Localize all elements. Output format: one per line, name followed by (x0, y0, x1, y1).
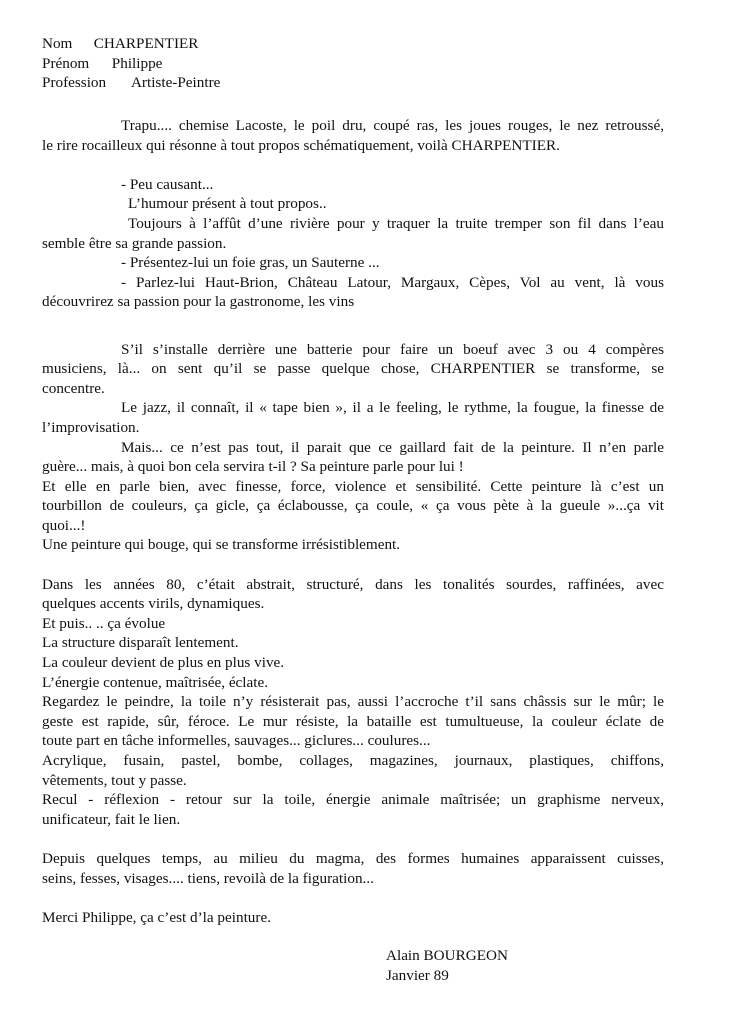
text-line: La structure disparaît lentement. (42, 634, 239, 652)
text-line: toute part en tâche informelles, sauvages... giclures... coulures... (42, 732, 431, 750)
prenom-label: Prénom (42, 54, 90, 72)
text-line: Merci Philippe, ça c’est d’la peinture. (42, 908, 271, 926)
text-line: découvrirez sa passion pour la gastronome, les vins (42, 293, 355, 311)
text-line: guère... mais, à quoi bon cela servira t-il ? Sa peinture parle pour lui ! (42, 458, 464, 476)
text-line: - Présentez-lui un foie gras, un Sauterne ... (121, 254, 380, 272)
prenom-value: Philippe (111, 54, 163, 72)
text-line: l’improvisation. (42, 418, 140, 436)
text-line: seins, fesses, visages.... tiens, revoilà de la figuration... (42, 869, 374, 887)
text-line: - Parlez-lui Haut-Brion, Château Latour, Margaux, Cèpes, Vol au vent, là vous (121, 273, 664, 291)
nom-line (42, 34, 664, 54)
text-line: Regardez le peindre, la toile n’y résisterait pas, aussi l’accroche t’il sans châssis sur le mûr; le (42, 693, 664, 711)
text-line: S’il s’installe derrière une batterie pour faire un boeuf avec 3 ou 4 compères (121, 340, 664, 358)
text-line: Et elle en parle bien, avec finesse, force, violence et sensibilité. Cette peinture là c’est un (42, 477, 664, 495)
profession-line (42, 73, 664, 93)
text-line: Mais... ce n’est pas tout, il parait que ce gaillard fait de la peinture. Il n’en parle (121, 438, 664, 456)
text-line: unificateur, fait le lien. (42, 810, 181, 828)
text-line: geste est rapide, sûr, féroce. Le mur résiste, la bataille est tumultueuse, la couleur éclate de (42, 712, 664, 730)
profession-label: Profession (42, 74, 107, 92)
text-line: Une peinture qui bouge, qui se transforme irrésistiblement. (42, 536, 401, 554)
paragraph-evolution (42, 575, 664, 830)
text-line: tourbillon de couleurs, ça gicle, ça éclabousse, ça coule, « ça vous pète à la gueule »...ça vit (42, 497, 664, 515)
text-line: musiciens, là... on sent qu’il se passe quelque chose, CHARPENTIER se transforme, se (42, 360, 664, 378)
text-line: La couleur devient de plus en plus vive. (42, 654, 285, 672)
text-line: Toujours à l’affût d’une rivière pour y traquer la truite tremper son fil dans l’eau (128, 214, 664, 232)
body-text (42, 116, 664, 927)
paragraph-portrait (42, 116, 664, 155)
text-line: Et puis.. .. ça évolue (42, 614, 166, 632)
paragraph-music-painting (42, 340, 664, 556)
text-line: L’humour présent à tout propos.. (128, 195, 327, 213)
paragraph-closing (42, 908, 664, 928)
text-line: semble être sa grande passion. (42, 234, 227, 252)
text-line: quelques accents virils, dynamiques. (42, 595, 265, 613)
nom-label: Nom (42, 35, 73, 52)
text-line: Le jazz, il connaît, il « tape bien », il a le feeling, le rythme, la fougue, la finesse de (121, 399, 664, 417)
signature-author: Alain BOURGEON (386, 947, 508, 964)
header-block (42, 34, 664, 93)
prenom-line (42, 54, 664, 74)
text-line: Dans les années 80, c’était abstrait, structuré, dans les tonalités sourdes, raffinées, avec (42, 575, 664, 593)
profession-value: Artiste-Peintre (130, 74, 221, 92)
signature-block (386, 946, 508, 985)
text-line: Acrylique, fusain, pastel, bombe, collages, magazines, journaux, plastiques, chiffons, (42, 752, 664, 769)
text-line: L’énergie contenue, maîtrisée, éclate. (42, 673, 269, 691)
paragraph-character (42, 175, 664, 312)
text-line: le rire rocailleux qui résonne à tout propos schématiquement, voilà CHARPENTIER. (42, 136, 560, 154)
signature-date: Janvier 89 (386, 966, 449, 984)
text-line: quoi...! (42, 516, 86, 534)
text-line: Trapu.... chemise Lacoste, le poil dru, coupé ras, les joues rouges, le nez retroussé, (121, 117, 664, 134)
text-line: - Peu causant... (121, 175, 214, 193)
text-line: Recul - réflexion - retour sur la toile, énergie animale maîtrisée; un graphisme nerveux, (42, 791, 664, 809)
text-line: vêtements, tout y passe. (42, 771, 187, 789)
nom-value: CHARPENTIER (93, 35, 199, 52)
text-line: concentre. (42, 379, 105, 397)
paragraph-figuration (42, 849, 664, 888)
text-line: Depuis quelques temps, au milieu du magma, des formes humaines apparaissent cuisses, (42, 849, 664, 867)
